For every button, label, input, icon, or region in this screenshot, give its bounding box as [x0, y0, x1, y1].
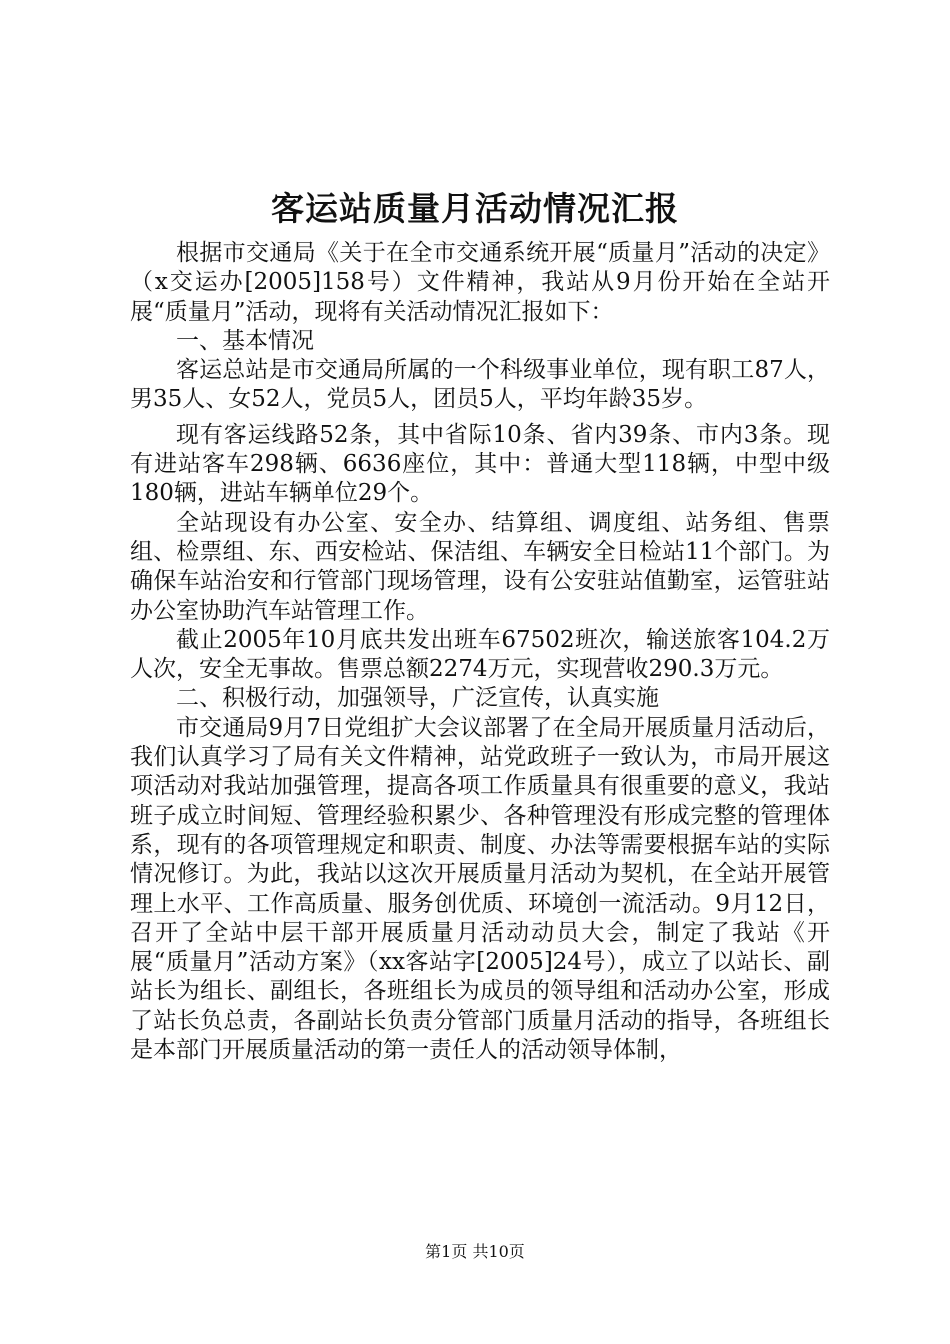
document-body: [130, 239, 830, 1065]
paragraph-departments: 全站现设有办公室、安全办、结算组、调度组、站务组、售票组、检票组、东、西安检站、保洁组、车辆安全日检站11个部门。为确保车站治安和行管部门现场管理，设有公安驻站值勤室，运管驻站办公室协助汽车站管理工作。: [130, 509, 830, 624]
paragraph-statistics: 截止2005年10月底共发出班车67502班次，输送旅客104.2万人次，安全无事故。售票总额2274万元，实现营收290.3万元。: [130, 626, 830, 683]
paragraph-staff: 客运总站是市交通局所属的一个科级事业单位，现有职工87人，男35人、女52人，党员5人，团员5人，平均年龄35岁。: [130, 357, 830, 413]
document-title: 客运站质量月活动情况汇报: [271, 189, 679, 228]
section-heading-action: 二、积极行动，加强领导，广泛宣传，认真实施: [176, 685, 659, 712]
section-heading-basic: 一、基本情况: [176, 327, 314, 354]
paragraph-activity: 市交通局9月7日党组扩大会议部署了在全局开展质量月活动后，我们认真学习了局有关文件精神，站党政班子一致认为，市局开展这项活动对我站加强管理，提高各项工作质量具有很重要的意义，我站班子成立时间短、管理经验积累少、各种管理没有形成完整的管理体系，现有的各项管理规定和职责、制度、办法等需要根据车站的实际情况修订。为此，我站以这次开展质量月活动为契机，在全站开展管理上水平、工作高质量、服务创优质、环境创一流活动。9月12日，召开了全站中层干部开展质量月活动动员大会，制定了我站《开展“质量月”活动方案》（xx客站字[2005]24号），成立了以站长、副站长为组长、副组长，各班组长为成员的领导组和活动办公室，形成了站长负总责，各副站长负责分管部门质量月活动的指导，各班组长是本部门开展质量活动的第一责任人的活动领导体制，: [130, 714, 830, 1064]
page-number-footer: 第1页 共10页: [425, 1242, 525, 1261]
paragraph-intro: 根据市交通局《关于在全市交通系统开展“质量月”活动的决定》（x交运办[2005]158号）文件精神，我站从9月份开始在全站开展“质量月”活动，现将有关活动情况汇报如下：: [130, 240, 830, 325]
paragraph-routes: 现有客运线路52条，其中省际10条、省内39条、市内3条。现有进站客车298辆、6636座位，其中：普通大型118辆，中型中级180辆，进站车辆单位29个。: [130, 421, 830, 507]
